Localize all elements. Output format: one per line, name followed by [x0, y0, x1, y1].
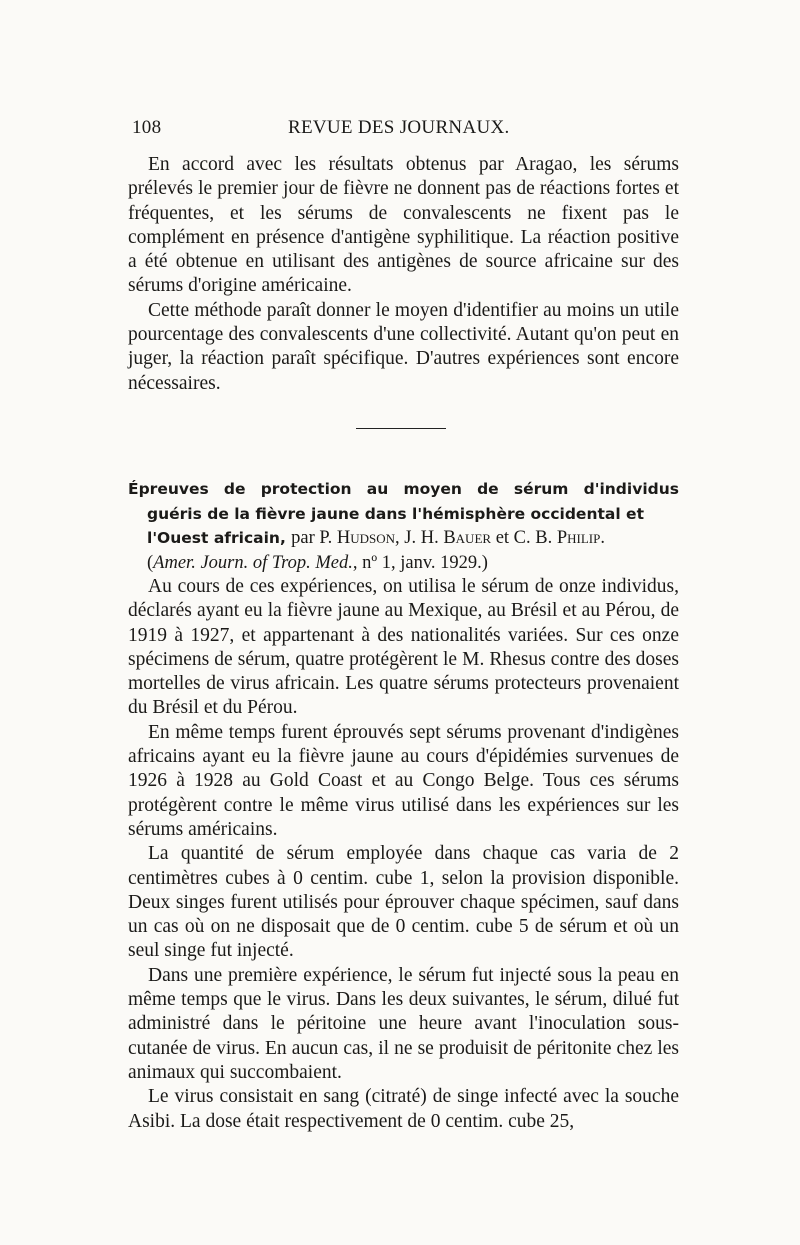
article-body — [128, 575, 679, 1134]
author-name: Hudson — [336, 528, 396, 549]
paragraph: Dans une première expérience, le sérum fut injecté sous la peau en même temps que le virus. Dans les deux suivantes, le sérum, dilué fut administré dans le péritoine une heure avant l'inoculation sous-cutanée de virus. En aucun cas, il ne se produisit de péritonite chez les animaux qui succombaient. — [128, 964, 679, 1083]
journal-reference: Amer. Journ. of Trop. Med. — [153, 552, 353, 573]
paragraph: En même temps furent éprouvés sept sérums provenant d'indigènes africains ayant eu la fièvre jaune au cours d'épidémies survenues de 1926 à 1928 au Gold Coast et au Congo Belge. Tous ces sérums protégèrent contre le même virus utilisé dans les expériences sur les sérums américains. — [128, 721, 679, 840]
title-line: guéris de la fièvre jaune dans l'hémisphère occidental et — [147, 504, 644, 523]
paragraph: En accord avec les résultats obtenus par Aragao, les sérums prélevés le premier jour de fièvre ne donnent pas de réactions fortes et fréquentes, et les sérums de convalescents ne fixent pas le complément en présence d'antigène syphilitique. La réaction positive a été obtenue en utilisant des antigènes de source africaine sur des sérums d'origine américaine. — [128, 154, 679, 297]
authors: par P. Hudson, J. H. Bauer et C. B. Philip. — [291, 528, 605, 549]
running-header — [132, 117, 672, 145]
paragraph: La quantité de sérum employée dans chaque cas varia de 2 centimètres cubes à 0 centim. cube 1, selon la provision disponible. Deux singes furent utilisés pour éprouver chaque spécimen, sauf dans un cas où on ne disposait que de 0 centim. cube 5 de sérum et où un seul singe fut injecté. — [128, 843, 679, 962]
paragraph: Le virus consistait en sang (citraté) de singe infecté avec la souche Asibi. La dose était respectivement de 0 centim. cube 25, — [128, 1086, 679, 1132]
page-number: 108 — [132, 117, 162, 138]
author-name: Bauer — [443, 528, 492, 549]
author-name: Philip — [556, 528, 601, 549]
article-heading — [128, 477, 679, 575]
citation: (Amer. Journ. of Trop. Med., nº 1, janv. 1929.) — [147, 552, 488, 573]
title-line: Épreuves de protection au moyen de sérum d'individus — [128, 480, 679, 498]
paragraph: Au cours de ces expériences, on utilisa le sérum de onze individus, déclarés ayant eu la fièvre jaune au Mexique, au Brésil et au Pérou, de 1919 à 1927, et appartenant à des nationalités variées. Sur ces onze spécimens de sérum, quatre protégèrent le M. Rhesus contre des doses mortelles de virus africain. Les quatre sérums protecteurs provenaient du Brésil et du Pérou. — [128, 576, 679, 719]
paragraph: Cette méthode paraît donner le moyen d'identifier au moins un utile pourcentage des convalescents d'une collectivité. Autant qu'on peut en juger, la réaction paraît spécifique. D'autres expériences sont encore nécessaires. — [128, 299, 679, 394]
title-line: l'Ouest africain, — [147, 529, 286, 548]
intro-text — [128, 153, 679, 396]
section-divider — [356, 428, 446, 429]
journal-title: REVUE DES JOURNAUX. — [288, 117, 510, 138]
